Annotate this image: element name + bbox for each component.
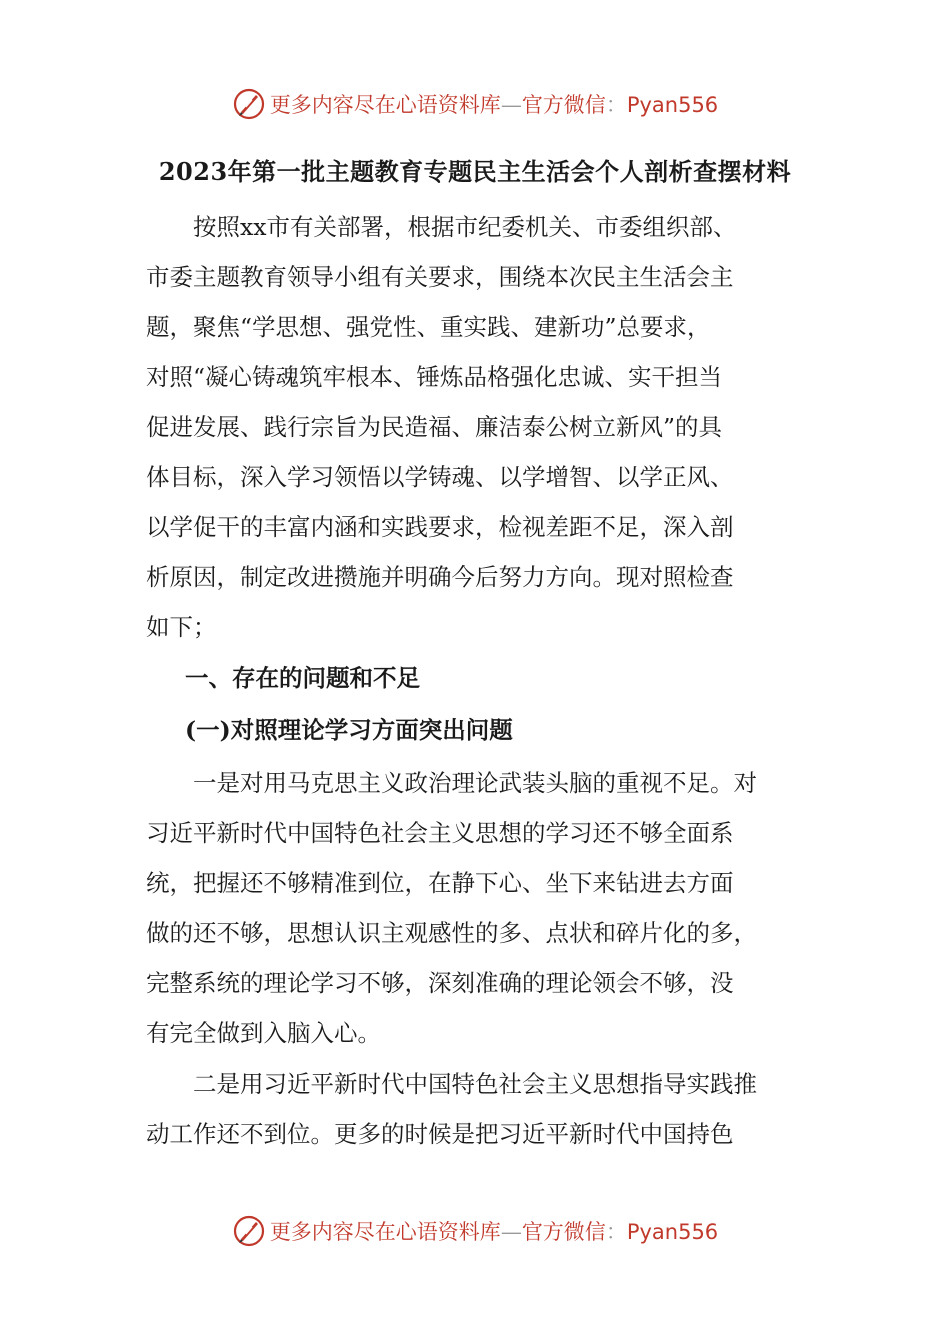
body-paragraph-2 — [146, 1059, 806, 1159]
body-line: 动工作还不到位。更多的时候是把习近平新时代中国持色 — [146, 1120, 734, 1148]
body-line: 统，把握还不够精准到位，在静下心、坐下来钻进去方面 — [146, 869, 734, 897]
body-line: 二是用习近平新时代中国特色社会主义思想指导实践推 — [193, 1070, 757, 1098]
intro-line: 按照xx市有关部署，根据市纪委机关、市委组织部、 — [193, 213, 737, 241]
intro-line: 促进发展、践行宗旨为民造福、廉洁泰公树立新风”的具 — [146, 413, 723, 441]
watermark-text — [270, 89, 718, 119]
watermark-slogan: 更多内容尽在心语资料库 — [269, 1220, 501, 1244]
body-line: 有完全做到入脑入心。 — [146, 1019, 381, 1047]
intro-line: 题，聚焦“学思想、强党性、重实践、建新功”总要求， — [146, 313, 711, 341]
intro-line: 如下； — [146, 613, 217, 641]
body-line: 一是对用马克思主义政治理论武装头脑的重视不足。对 — [193, 769, 757, 797]
watermark-dash: — — [500, 93, 522, 117]
page-title: 2023年第一批主题教育专题民主生活会个人剖析查摆材料 — [158, 157, 792, 186]
intro-line: 体目标，深入学习领悟以学铸魂、以学增智、以学正风、 — [146, 463, 734, 491]
watermark-account: Pyan556 — [626, 1220, 719, 1244]
intro-line: 析原因，制定改进攒施并明确今后努力方向。现对照检查 — [146, 563, 734, 591]
header-watermark — [0, 84, 950, 124]
footer-watermark — [0, 1211, 950, 1251]
body-line: 做的还不够，思想认识主观感性的多、点状和碎片化的多， — [146, 919, 757, 947]
watermark-account-label: 官方微信 — [521, 93, 606, 117]
intro-line: 以学促干的丰富内涵和实践要求，检视差距不足，深入剖 — [146, 513, 734, 541]
watermark-dash: — — [500, 1220, 522, 1244]
watermark-text — [270, 1216, 718, 1246]
quill-logo-icon — [232, 87, 266, 121]
intro-paragraph — [146, 202, 806, 652]
watermark-separator: ： — [605, 93, 627, 117]
intro-line: 对照“凝心铸魂筑牢根本、锤炼品格强化忠诚、实干担当 — [146, 363, 723, 391]
watermark-account: Pyan556 — [626, 93, 719, 117]
body-line: 习近平新时代中国特色社会主义思想的学习还不够全面系 — [146, 819, 734, 847]
subsection-heading: (一)对照理论学习方面突出问题 — [185, 716, 513, 744]
watermark-separator: ： — [605, 1220, 627, 1244]
watermark-account-label: 官方微信 — [521, 1220, 606, 1244]
quill-logo-icon — [232, 1214, 266, 1248]
intro-line: 市委主题教育领导小组有关要求，围绕本次民主生活会主 — [146, 263, 734, 291]
body-line: 完整系统的理论学习不够，深刻准确的理论领会不够，没 — [146, 969, 734, 997]
section-heading: 一、存在的问题和不足 — [185, 664, 420, 692]
watermark-slogan: 更多内容尽在心语资料库 — [269, 93, 501, 117]
body-paragraph-1 — [146, 758, 806, 1058]
